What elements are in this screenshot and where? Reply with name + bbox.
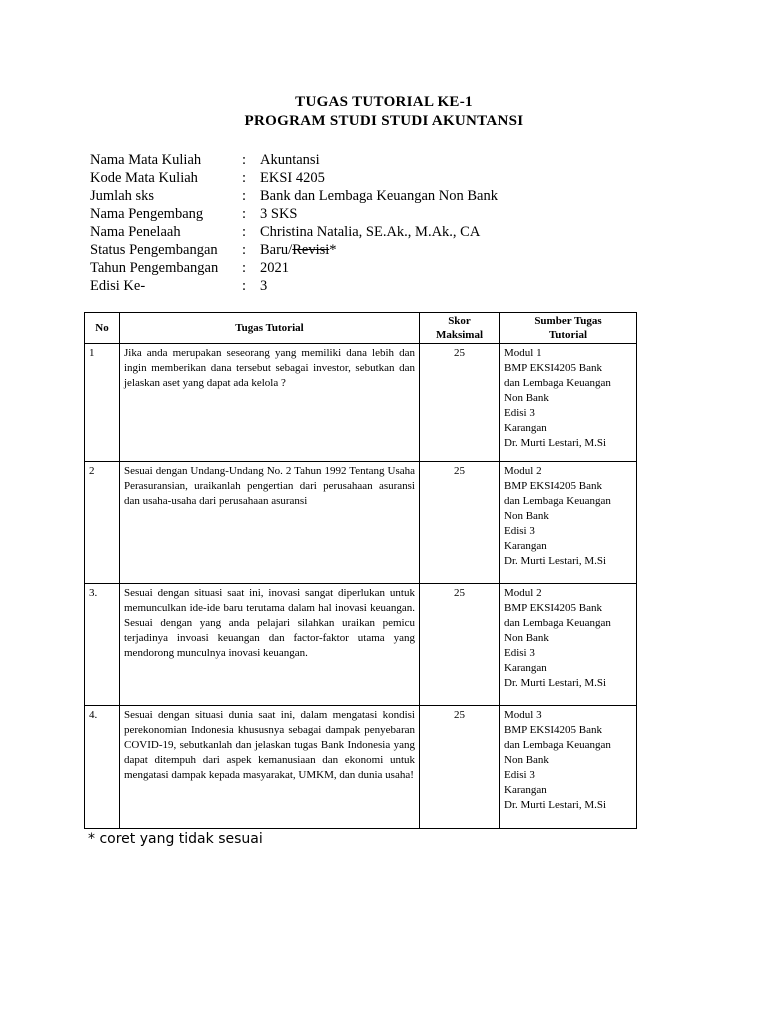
header-no: No	[85, 313, 120, 344]
header-score	[420, 313, 500, 344]
source-line: dan Lembaga Keuangan	[504, 495, 611, 507]
source-line: Dr. Murti Lestari, M.Si	[504, 799, 607, 811]
source-line: Dr. Murti Lestari, M.Si	[504, 555, 607, 567]
source-line: Non Bank	[504, 754, 549, 766]
info-label: Nama Pengembang	[90, 206, 204, 222]
info-colon: :	[242, 206, 247, 222]
source-line: Dr. Murti Lestari, M.Si	[504, 677, 607, 689]
source-line: Non Bank	[504, 632, 549, 644]
source-line: Non Bank	[504, 392, 549, 404]
info-label: Edisi Ke-	[90, 278, 146, 294]
cell-task: Jika anda merupakan seseorang yang memiliki dana lebih dan ingin memberikan dana tersebut sebagai investor, sebutkan dan jelaskan aset yang dapat ada kelola ?	[120, 344, 420, 462]
cell-no: 4.	[85, 706, 120, 829]
source-line: BMP EKSI4205 Bank	[504, 724, 602, 736]
header-source-line2: Tutorial	[548, 329, 588, 341]
info-colon: :	[242, 242, 247, 258]
cell-task: Sesuai dengan Undang-Undang No. 2 Tahun 1992 Tentang Usaha Perasuransian, uraikanlah pengertian dari perusahaan asuransi dan usaha-usaha dari perusahaan asuransi	[120, 462, 420, 584]
source-line: Modul 1	[504, 347, 542, 359]
source-line: Dr. Murti Lestari, M.Si	[504, 437, 607, 449]
info-value-suffix: *	[329, 242, 337, 258]
cell-no: 1	[85, 344, 120, 462]
info-value: EKSI 4205	[260, 170, 325, 186]
header-score-line1: Skor	[448, 315, 471, 327]
info-value-struck: Revisi	[292, 242, 330, 258]
source-line: Karangan	[504, 784, 547, 796]
source-line: BMP EKSI4205 Bank	[504, 602, 602, 614]
footnote: * coret yang tidak sesuai	[88, 831, 263, 847]
source-line: Karangan	[504, 540, 547, 552]
program-title: PROGRAM STUDI STUDI AKUNTANSI	[244, 113, 524, 129]
info-value: 2021	[260, 260, 289, 276]
info-colon: :	[242, 224, 247, 240]
cell-score: 25	[420, 584, 500, 706]
cell-score: 25	[420, 462, 500, 584]
info-row-developer	[90, 205, 498, 223]
tutorial-task-table	[84, 312, 637, 829]
info-label: Nama Mata Kuliah	[90, 152, 202, 168]
cell-score: 25	[420, 344, 500, 462]
info-row-course-code	[90, 169, 498, 187]
header-score-line2: Maksimal	[435, 329, 484, 341]
info-label: Kode Mata Kuliah	[90, 170, 198, 186]
cell-score: 25	[420, 706, 500, 829]
info-row-year	[90, 259, 498, 277]
source-line: dan Lembaga Keuangan	[504, 617, 611, 629]
source-line: Modul 2	[504, 587, 542, 599]
source-line: Modul 2	[504, 465, 542, 477]
table-row	[85, 706, 637, 829]
info-colon: :	[242, 170, 247, 186]
info-value: 3 SKS	[260, 206, 298, 222]
table-row	[85, 344, 637, 462]
source-line: Edisi 3	[504, 769, 535, 781]
cell-source	[500, 462, 637, 584]
cell-task: Sesuai dengan situasi saat ini, inovasi sangat diperlukan untuk memunculkan ide-ide baru terutama dalam hal inovasi keuangan. Sesuai dengan yang anda pelajari silahkan uraikan pemicu terjadinya invoasi keuangan dan factor-faktor utama yang mendorong munculnya inovasi keuangan.	[120, 584, 420, 706]
source-line: Edisi 3	[504, 407, 535, 419]
cell-source	[500, 344, 637, 462]
cell-source	[500, 584, 637, 706]
info-value: Christina Natalia, SE.Ak., M.Ak., CA	[260, 224, 481, 240]
info-row-status	[90, 241, 498, 259]
table-row	[85, 584, 637, 706]
cell-no: 3.	[85, 584, 120, 706]
header-source-line1: Sumber Tugas	[534, 315, 602, 327]
info-row-reviewer	[90, 223, 498, 241]
info-value: Baru/	[260, 242, 293, 258]
info-colon: :	[242, 278, 247, 294]
header-source	[500, 313, 637, 344]
info-label: Jumlah sks	[90, 188, 155, 204]
source-line: BMP EKSI4205 Bank	[504, 362, 602, 374]
source-line: Karangan	[504, 422, 547, 434]
info-row-sks	[90, 187, 498, 205]
info-colon: :	[242, 188, 247, 204]
info-value: Bank dan Lembaga Keuangan Non Bank	[260, 188, 498, 204]
table-row	[85, 462, 637, 584]
info-label: Status Pengembangan	[90, 242, 218, 258]
source-line: dan Lembaga Keuangan	[504, 739, 611, 751]
info-colon: :	[242, 260, 247, 276]
source-line: Modul 3	[504, 709, 542, 721]
source-line: Edisi 3	[504, 525, 535, 537]
source-line: Karangan	[504, 662, 547, 674]
source-line: BMP EKSI4205 Bank	[504, 480, 602, 492]
cell-task: Sesuai dengan situasi dunia saat ini, dalam mengatasi kondisi perekonomian Indonesia khususnya sebagai dampak penyebaran COVID-19, sebutkanlah dan jelaskan tugas Bank Indonesia yang dapat ditempuh dari aspek kemanusiaan dan ekonomi untuk mengatasi dampak kepada masyarakat, UMKM, dan dunia usaha!	[120, 706, 420, 829]
info-row-course-name	[90, 151, 498, 169]
source-line: Non Bank	[504, 510, 549, 522]
table-header-row	[85, 313, 637, 344]
cell-source	[500, 706, 637, 829]
source-line: dan Lembaga Keuangan	[504, 377, 611, 389]
info-row-edition	[90, 277, 498, 295]
document-title: TUGAS TUTORIAL KE-1	[295, 94, 473, 110]
info-value: Akuntansi	[260, 152, 320, 168]
cell-no: 2	[85, 462, 120, 584]
info-colon: :	[242, 152, 247, 168]
info-value: 3	[260, 278, 268, 294]
source-line: Edisi 3	[504, 647, 535, 659]
info-label: Nama Penelaah	[90, 224, 181, 240]
course-info	[90, 151, 498, 295]
header-task: Tugas Tutorial	[120, 313, 420, 344]
info-label: Tahun Pengembangan	[90, 260, 219, 276]
